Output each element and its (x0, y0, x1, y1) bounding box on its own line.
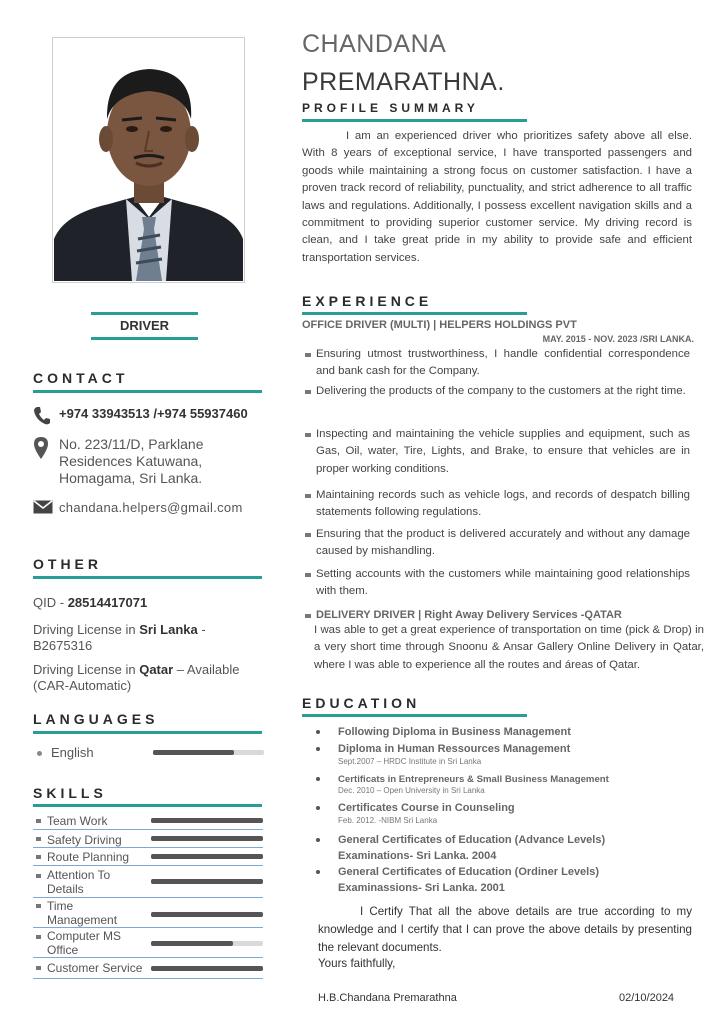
skills-heading: SKILLS (33, 785, 107, 801)
language-level-fill (153, 750, 234, 755)
duty-item (304, 346, 690, 381)
education-detail: Sept.2007 – HRDC Institute in Sri Lanka (338, 757, 482, 766)
skill-level-fill (151, 818, 263, 823)
skill-level-fill (151, 854, 263, 859)
bullet (36, 874, 41, 878)
job1-date: MAY. 2015 - NOV. 2023 /SRI LANKA. (542, 334, 694, 344)
education-title: General Certificates of Education (Ordiner Levels) Examinassions- Sri Lanka. 2001 (338, 866, 600, 894)
phone-number[interactable]: +974 33943513 /+974 55937460 (59, 406, 248, 421)
profile-photo-frame (52, 37, 245, 283)
skill-level-fill (151, 941, 233, 946)
skill-level-bar (151, 912, 263, 917)
bullet (316, 747, 320, 751)
bullet (36, 904, 41, 908)
education-heading: EDUCATION (302, 695, 421, 711)
duty-item (304, 566, 690, 601)
bullet (36, 855, 41, 859)
license2-country: Qatar (139, 662, 174, 677)
job2-description: I was able to get a great experience of transportation on time (pick & Drop) in a very short time through Snoonu & Ansar Gallery Online Delivery in Qatar, where I was able to experience all the routes and áreas of Qatar. (314, 624, 704, 671)
license-srilanka-line (33, 622, 268, 654)
bullet (305, 614, 311, 618)
skill-level-fill (151, 966, 263, 971)
duty-item (304, 426, 690, 478)
language-name: English (51, 745, 94, 760)
qid-line (33, 595, 268, 611)
experience-rule (302, 312, 527, 315)
profile-summary: I am an experienced driver who prioritizes safety above all else. With 8 years of exceptional service, I have transported passengers and goods while maintaining a strong focus on customer satisfaction. I have a proven track record of reliability, punctuality, and strict adherence to all traffic laws and regulations. Additionally, I possess excellent navigation skills and a commitment to providing superior customer service. My driving record is clean, and I take great pride in my ability to provide safe and efficient transportation services. (302, 130, 692, 264)
skill-item (33, 831, 263, 848)
skill-item (33, 849, 263, 866)
duty-item (304, 526, 690, 561)
skill-level-bar (151, 941, 263, 946)
job2-title (304, 609, 622, 621)
bullet (316, 777, 320, 781)
education-item (314, 772, 694, 798)
language-item (33, 744, 263, 762)
email-icon (33, 500, 55, 519)
duty-item (304, 383, 690, 400)
duty-item (304, 487, 690, 522)
profile-photo (54, 39, 243, 281)
duty-text: Maintaining records such as vehicle logs, and records of despatch billing statements following regulations. (316, 489, 690, 519)
education-title: Certificates Course in Counseling (338, 802, 515, 814)
email-link[interactable]: chandana.helpers@gmail.com (59, 500, 243, 515)
bullet (305, 533, 311, 537)
profile-heading: PROFILE SUMMARY (302, 101, 479, 115)
skill-name: Customer Service (47, 961, 143, 975)
duty-text: Inspecting and maintaining the vehicle supplies and equipment, such as Gas, Oil, water, Tire, Lights, and Brake, to ensure that vehicles are in proper working conditions. (316, 428, 690, 475)
license-qatar-line (33, 662, 268, 694)
bullet (36, 966, 41, 970)
bullet (37, 751, 42, 756)
license1-suffix: - B2675316 (33, 622, 206, 653)
duty-text: Ensuring utmost trustworthiness, I handle confidential correspondence and bank cash for the Company. (316, 348, 690, 378)
experience-heading: EXPERIENCE (302, 293, 433, 309)
languages-heading: LANGUAGES (33, 711, 159, 727)
skill-name: Time Management (47, 899, 118, 927)
bullet (316, 870, 320, 874)
skill-item (33, 929, 263, 958)
skill-level-bar (151, 854, 263, 859)
language-level-bar (153, 750, 264, 755)
education-rule (302, 714, 527, 717)
bullet (305, 353, 311, 357)
education-detail: Dec. 2010 – Open University in Sri Lanka (338, 786, 485, 795)
job1-title: OFFICE DRIVER (MULTI) | HELPERS HOLDINGS PVT (302, 319, 577, 331)
education-item (314, 832, 694, 866)
bullet (305, 433, 311, 437)
skill-item (33, 899, 263, 928)
duty-text: Delivering the products of the company to the customers at the right time. (316, 385, 686, 397)
skill-name: Computer MS Office (47, 929, 122, 957)
phone-icon (33, 406, 55, 431)
skill-item (33, 867, 263, 898)
languages-rule (33, 731, 262, 734)
bullet (305, 494, 311, 498)
education-item (314, 800, 694, 826)
skill-level-bar (151, 879, 263, 884)
skill-name: Team Work (47, 814, 108, 828)
skill-level-bar (151, 966, 263, 971)
closing: Yours faithfully, (318, 957, 396, 970)
bullet (36, 935, 41, 939)
signature-date: 02/10/2024 (619, 992, 675, 1004)
education-item (314, 724, 694, 742)
skill-name: Route Planning (47, 850, 130, 864)
education-title: Following Diploma in Business Management (338, 726, 571, 738)
address: No. 223/11/D, Parklane Residences Katuwana, Homagama, Sri Lanka. (59, 436, 204, 486)
signature-name: H.B.Chandana Premarathna (318, 992, 457, 1004)
education-detail: Feb. 2012. -NIBM Sri Lanka (338, 816, 438, 825)
license2-prefix: Driving License in (33, 662, 140, 677)
bullet (316, 806, 320, 810)
address-row (33, 436, 259, 487)
license2-suffix: – Available (CAR-Automatic) (33, 662, 240, 693)
email-row (33, 500, 243, 519)
skill-level-fill (151, 912, 263, 917)
education-title: Diploma in Human Ressources Management (338, 743, 571, 755)
education-title: Certificats in Entrepreneurs & Small Business Management (338, 774, 609, 785)
bullet (316, 838, 320, 842)
role-title: DRIVER (91, 312, 198, 340)
location-pin-icon (33, 436, 55, 465)
education-title: General Certificates of Education (Advance Levels) Examinations- Sri Lanka. 2004 (338, 834, 606, 862)
last-name: PREMARATHNA. (302, 68, 505, 96)
other-rule (33, 576, 262, 579)
license1-prefix: Driving License in (33, 622, 140, 637)
qid-label: QID - (33, 595, 65, 610)
job2-title-text: DELIVERY DRIVER | Right Away Delivery Services -QATAR (316, 609, 622, 621)
bullet (36, 819, 41, 823)
skill-item (33, 959, 263, 979)
skill-item (33, 813, 263, 830)
first-name: CHANDANA (302, 30, 447, 58)
bullet (305, 390, 311, 394)
skill-name: Attention To Details (47, 868, 111, 896)
bullet (36, 837, 41, 841)
skill-level-fill (151, 836, 263, 841)
bullet (316, 730, 320, 734)
skill-level-fill (151, 879, 263, 884)
duty-text: Ensuring that the product is delivered accurately and without any damage caused by mishandling. (316, 528, 690, 558)
certification-statement: I Certify That all the above details are true according to my knowledge and I certify that I can prove the above details by presenting the relevant documents. (318, 905, 692, 954)
contact-rule (33, 390, 262, 393)
duty-text: Setting accounts with the customers while maintaining good relationships with them. (316, 568, 690, 598)
bullet (305, 573, 311, 577)
other-heading: OTHER (33, 556, 102, 572)
qid-value: 28514417071 (67, 595, 148, 610)
phone-row (33, 406, 248, 431)
skill-name: Safety Driving (47, 833, 122, 847)
contact-heading: CONTACT (33, 370, 129, 386)
education-item (314, 741, 694, 767)
profile-rule (302, 119, 527, 122)
skill-level-bar (151, 818, 263, 823)
skills-rule (33, 804, 262, 807)
license1-country: Sri Lanka (139, 622, 198, 637)
education-item (314, 864, 694, 898)
skill-level-bar (151, 836, 263, 841)
